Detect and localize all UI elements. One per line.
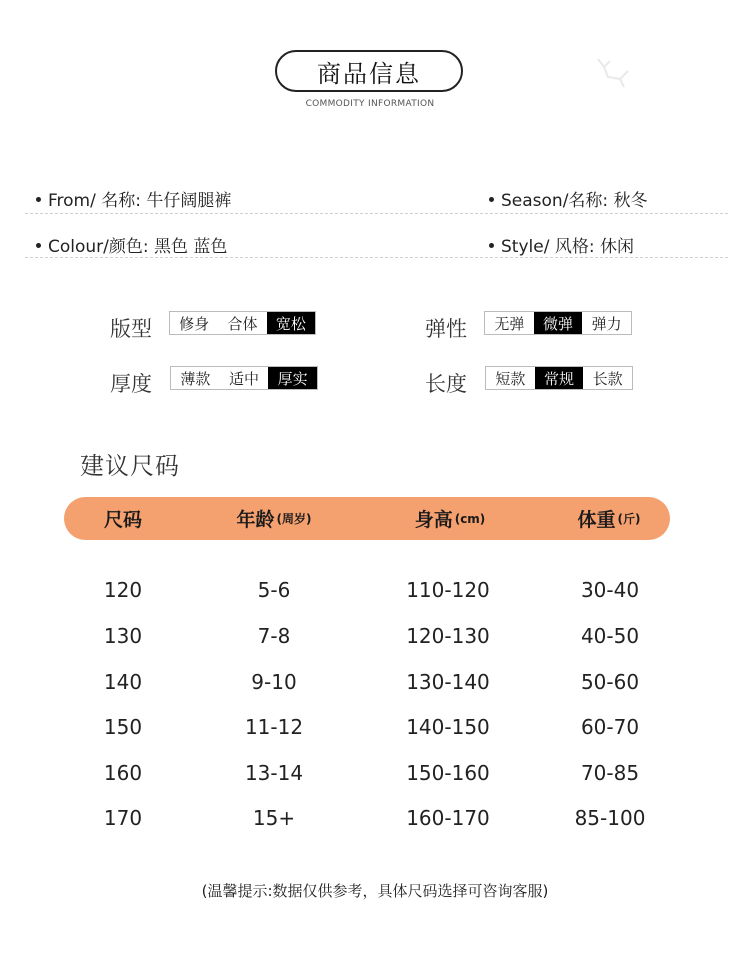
elasticity-label: 弹性 — [425, 317, 467, 341]
table-cell: 170 — [103, 806, 143, 830]
fit-selector — [169, 311, 316, 335]
season-label: Season/名称: — [501, 191, 609, 211]
header-age: 年龄 (周岁) — [236, 509, 312, 531]
style-label: Style/ 风格: — [501, 237, 595, 257]
table-cell: 160 — [103, 761, 143, 785]
table-cell: 60-70 — [580, 715, 640, 739]
page-title: 商品信息 — [275, 50, 463, 92]
thickness-label: 厚度 — [110, 372, 152, 396]
table-cell: 110-120 — [406, 578, 490, 602]
deer-watermark-icon — [590, 55, 636, 89]
elasticity-option: 微弹 — [534, 312, 583, 334]
table-cell: 130-140 — [406, 670, 490, 694]
header-weight: 体重 (斤) — [577, 509, 641, 531]
info-season — [489, 186, 648, 211]
table-cell: 15+ — [252, 806, 296, 830]
bullet-icon — [36, 197, 41, 202]
table-cell: 11-12 — [244, 715, 304, 739]
divider — [25, 257, 728, 258]
season-value: 秋冬 — [613, 191, 648, 211]
length-option: 长款 — [592, 369, 623, 388]
table-cell: 13-14 — [244, 761, 304, 785]
fit-label: 版型 — [110, 317, 152, 341]
size-table-header — [64, 497, 670, 540]
footnote: (温馨提示:数据仅供参考，具体尺码选择可咨询客服) — [201, 882, 549, 900]
length-selector — [485, 366, 633, 390]
bullet-icon — [489, 243, 494, 248]
info-from — [36, 186, 231, 211]
thickness-option: 适中 — [229, 369, 260, 388]
bullet-icon — [36, 243, 41, 248]
table-cell: 120 — [103, 578, 143, 602]
fit-option: 合体 — [227, 314, 258, 333]
elasticity-option: 无弹 — [494, 314, 525, 333]
from-value: 牛仔阔腿裤 — [146, 191, 232, 211]
info-style — [489, 232, 634, 257]
header-size: 尺码 — [103, 509, 142, 531]
thickness-option: 厚实 — [268, 367, 317, 389]
from-label: From/ 名称: — [48, 191, 141, 211]
style-value: 休闲 — [599, 237, 634, 257]
table-cell: 50-60 — [580, 670, 640, 694]
table-cell: 150-160 — [406, 761, 490, 785]
length-label: 长度 — [425, 372, 467, 396]
fit-option: 宽松 — [267, 312, 315, 334]
thickness-option: 薄款 — [180, 369, 211, 388]
length-option: 短款 — [495, 369, 526, 388]
table-cell: 150 — [103, 715, 143, 739]
colour-label: Colour/颜色: — [48, 237, 149, 257]
divider — [25, 213, 728, 214]
header-height: 身高 (cm) — [414, 509, 486, 531]
page-subtitle: COMMODITY INFORMATION — [305, 99, 435, 109]
elasticity-option: 弹力 — [591, 314, 622, 333]
table-cell: 140-150 — [406, 715, 490, 739]
table-cell: 5-6 — [257, 578, 291, 602]
table-cell: 30-40 — [580, 578, 640, 602]
table-cell: 7-8 — [257, 624, 291, 648]
table-cell: 120-130 — [406, 624, 490, 648]
table-cell: 140 — [103, 670, 143, 694]
table-cell: 85-100 — [574, 806, 646, 830]
table-cell: 130 — [103, 624, 143, 648]
elasticity-selector — [484, 311, 632, 335]
info-colour — [36, 232, 227, 257]
table-cell: 9-10 — [251, 670, 297, 694]
size-section-title: 建议尺码 — [80, 452, 180, 480]
bullet-icon — [489, 197, 494, 202]
thickness-selector — [170, 366, 318, 390]
fit-option: 修身 — [179, 314, 210, 333]
table-cell: 40-50 — [580, 624, 640, 648]
colour-value: 黑色 蓝色 — [154, 237, 228, 257]
table-cell: 160-170 — [406, 806, 490, 830]
table-cell: 70-85 — [580, 761, 640, 785]
length-option: 常规 — [535, 367, 584, 389]
